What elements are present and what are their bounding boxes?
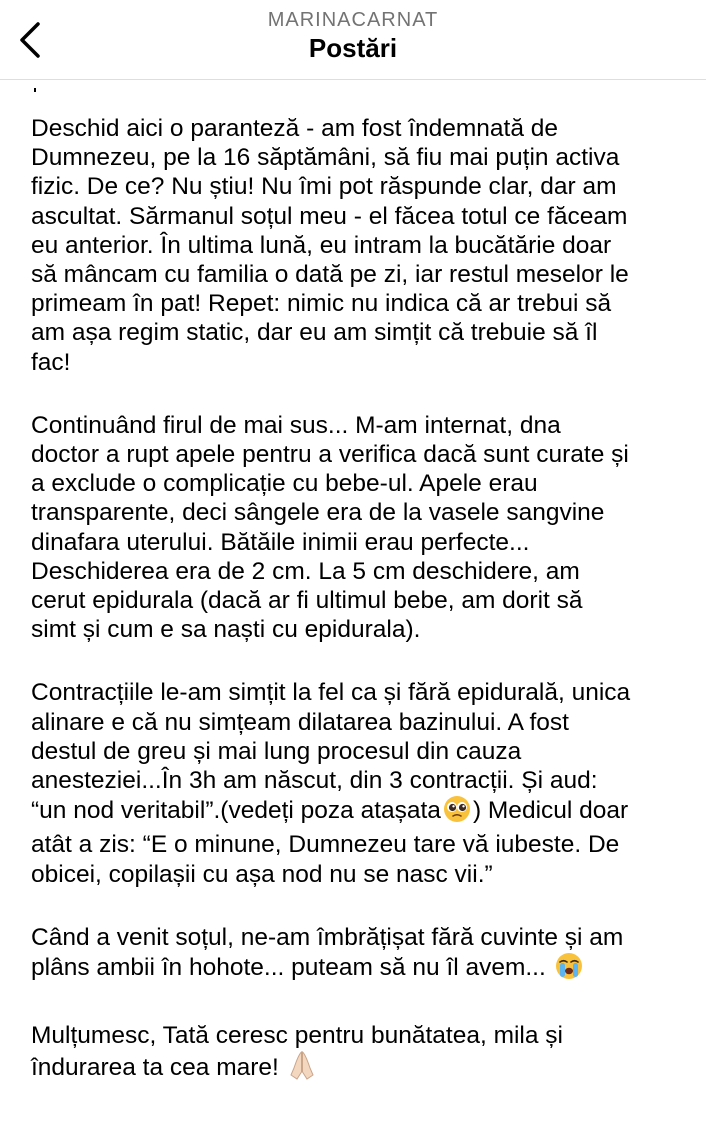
caption-paragraph-3 xyxy=(31,678,691,888)
profile-username[interactable]: MARINACARNAT xyxy=(267,9,439,31)
paragraph-text-before-emoji: Când a venit soțul, ne-am îmbrățișat fără cuvinte și am plâns ambii în hohote... puteam să nu îl avem... xyxy=(31,923,624,982)
paragraph-text-before-emoji: Mulțumesc, Tată ceresc pentru bunătatea, mila și îndurarea ta cea mare! xyxy=(31,1022,564,1082)
pleading-face-icon xyxy=(443,795,471,830)
header-titles xyxy=(100,8,606,64)
top-navigation-bar xyxy=(0,0,706,80)
caption-paragraph-1: Deschid aici o paranteză - am fost îndemnată de Dumnezeu, pe la 16 săptămâni, să fiu mai puțin activa fizic. De ce? Nu știu! Nu îmi pot răspunde clar, dar am ascultat. Sărmanul soțul meu - el făcea totul ce făceam eu anterior. În ultima lună, eu intram la bucătărie doar să mâncam cu familia o dată pe zi, iar restul meselor le primeam în pat! Repet: nimic nu indica că ar trebui să am așa regim static, dar eu am simțit că trebuie să îl fac! xyxy=(31,115,629,376)
clipped-previous-text xyxy=(31,86,691,114)
caption-paragraph-4 xyxy=(31,923,691,987)
caption-paragraph-2: Continuând firul de mai sus... M-am internat, dna doctor a rupt apele pentru a verifica dacă sunt curate și a exclude o complicație cu bebe-ul. Apele erau transparente, deci sângele era de la vasele sangvine dinafara uterului. Bătăile inimii erau perfecte... Deschiderea era de 2 cm. La 5 cm deschidere, am cerut epidurala (dacă ar fi ultimul bebe, am dorit să simt și cum e sa naști cu epidurala). xyxy=(31,411,629,644)
paragraph-text-before-emoji: Contracțiile le-am simțit la fel ca și fără epidurală, unica alinare e că nu simțeam dilatarea bazinului. A fost destul de greu și mai lung procesul din cauza anesteziei...În 3h am născut, din 3 contracții. Și aud: “un nod veritabil”.(vedeți poza atașata xyxy=(31,679,631,825)
loudly-crying-face-icon xyxy=(555,952,583,987)
post-caption xyxy=(31,86,691,1122)
chevron-left-icon xyxy=(16,20,44,60)
caption-paragraph-5 xyxy=(31,1021,691,1087)
back-button[interactable] xyxy=(6,10,54,70)
page-title: Postări xyxy=(308,33,398,63)
paragraph-text-after-emoji: ) Medicul doar atât a zis: “E o minune, Dumnezeu tare vă iubeste. De obicei, copilașii cu așa nod nu se nasc vii.” xyxy=(31,797,629,888)
folded-hands-icon xyxy=(288,1050,316,1087)
